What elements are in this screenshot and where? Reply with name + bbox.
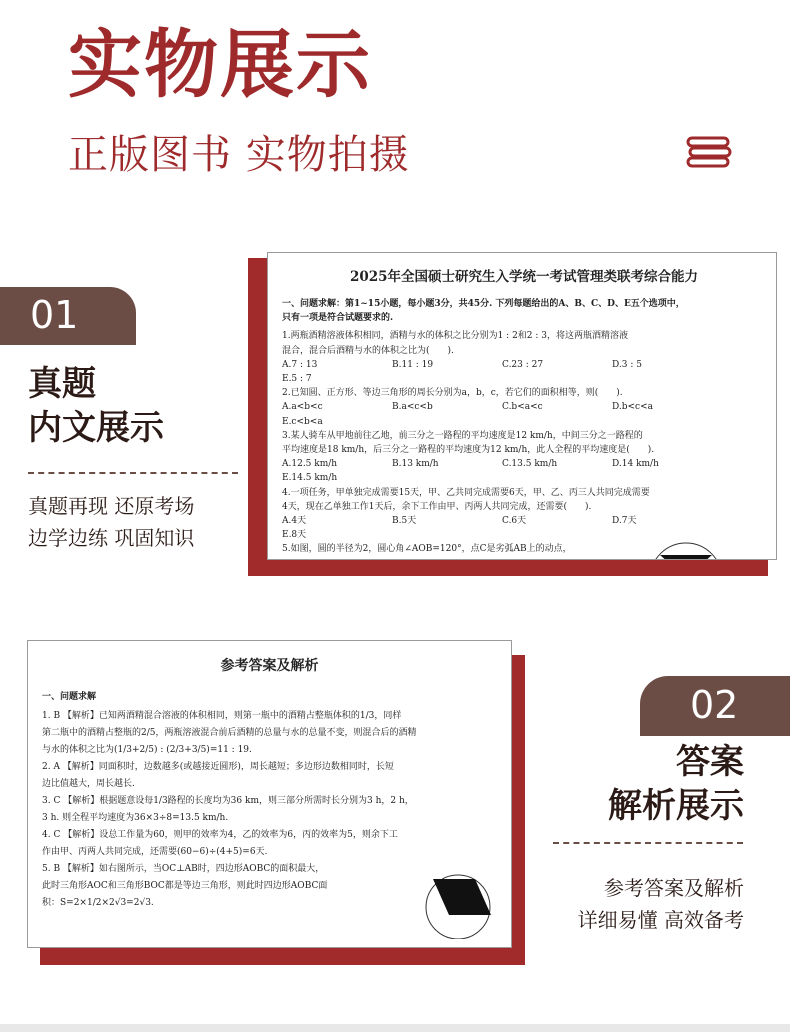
answer-text: 第二瓶中的酒精占整瓶的2/5，两瓶溶液混合前后酒精的总量与水的总量不变，则混合后的酒精 [42, 728, 417, 738]
answer-text: 与水的体积之比为(1/3+2/5) : (2/3+3/5)=11 : 19. [42, 745, 252, 755]
answer-text: 积：S=2×1/2×2√3=2√3. [42, 898, 154, 908]
option: B.a<c<b [392, 402, 433, 413]
page-title: 实物展示 [68, 22, 372, 108]
answer-text: 3. C 【解析】根据题意设每1/3路程的长度均为36 km，则三部分所需时长分别为3 h，2 h， [42, 796, 414, 806]
answer-text: 1. B 【解析】已知两酒精混合溶液的体积相同，则第一瓶中的酒精占整瓶体积的1/3，同样 [42, 711, 402, 721]
question-text: 3.某人骑车从甲地前往乙地，前三分之一路程的平均速度是12 km/h，中间三分之一路程的 [282, 430, 643, 441]
answer-text: 3 h. 则全程平均速度为36×3÷8=13.5 km/h. [42, 813, 229, 823]
exam-paper-photo [267, 252, 777, 560]
answer-text: 5. B 【解析】如右图所示，当OC⊥AB时，四边形AOBC的面积最大， [42, 864, 325, 874]
answer-paper-photo [27, 640, 512, 948]
section-description-02 [578, 872, 744, 936]
question-text: 混合，混合后酒精与水的体积之比为( ). [282, 345, 454, 356]
options-row [282, 457, 766, 471]
section-badge-02 [640, 676, 790, 736]
option: E.14.5 km/h [282, 473, 338, 484]
question-text: 4天，现在乙单独工作1天后，余下工作由甲、丙两人共同完成，还需要( ). [282, 501, 592, 512]
option: E.8天 [282, 530, 307, 541]
section-intro: 只有一项是符合试题要求的. [282, 313, 394, 324]
description-line: 边学边练 巩固知识 [28, 526, 195, 550]
option: C.23 : 27 [502, 359, 544, 370]
divider [553, 842, 743, 844]
option: E.5 : 7 [282, 374, 312, 385]
option: E.c<b<a [282, 416, 323, 427]
heading-line: 答案 [676, 742, 744, 782]
option: B.13 km/h [392, 459, 439, 470]
answer-text: 作由甲、丙两人共同完成，还需要(60−6)÷(4+5)=6天. [42, 847, 268, 857]
answer-text: 此时三角形AOC和三角形BOC都是等边三角形，则此时四边形AOBC面 [42, 881, 328, 891]
circle-figure-icon [646, 539, 726, 560]
question-text: 4.一项任务，甲单独完成需要15天，甲、乙共同完成需要6天，甲、乙、丙三人共同完成需要 [282, 487, 650, 498]
options-row [282, 358, 766, 372]
badge-number: 02 [690, 683, 739, 727]
option: D.b<c<a [612, 402, 654, 413]
answer-text: 4. C 【解析】设总工作量为60，则甲的效率为4，乙的效率为6，丙的效率为5，则余下工 [42, 830, 398, 840]
option: B.11 : 19 [392, 359, 434, 370]
option: A.a<b<c [282, 402, 323, 413]
badge-number: 01 [30, 293, 79, 337]
question-text: 平均速度是18 km/h，后三分之一路程的平均速度为12 km/h，此人全程的平均速度是( ). [282, 445, 655, 456]
options-row [282, 514, 766, 528]
heading-line: 解析展示 [608, 786, 744, 827]
description-line: 详细易懂 高效备考 [577, 908, 744, 932]
bottom-bar [0, 1024, 790, 1032]
option: D.14 km/h [612, 459, 659, 470]
section-heading-01 [28, 362, 164, 450]
page-subtitle: 正版图书 实物拍摄 [68, 132, 410, 178]
section-heading: 一、问题求解 [42, 692, 97, 702]
heading-line: 真题 [28, 364, 96, 404]
divider [28, 472, 238, 474]
option: C.6天 [502, 516, 527, 527]
option: D.3 : 5 [612, 359, 642, 370]
question-text: 5.如图，圆的半径为2，圆心角∠AOB=120°，点C是劣弧AB上的动点， [282, 544, 572, 555]
option: B.5天 [392, 516, 417, 527]
heading-line: 内文展示 [28, 408, 164, 449]
option: A.4天 [282, 516, 307, 527]
options-row [282, 400, 766, 414]
section-heading-02 [608, 740, 744, 828]
option: C.13.5 km/h [502, 459, 558, 470]
section-intro: 一、问题求解：第1~15小题，每小题3分，共45分. 下列每题给出的A、B、C、D、E五个选项中， [282, 299, 685, 309]
question-text: 1.两瓶酒精溶液体积相同，酒精与水的体积之比分别为1 : 2和2 : 3，将这两瓶酒精溶液 [282, 331, 629, 342]
answer-text: 边比值越大，周长越长. [42, 779, 135, 789]
books-stack-icon [686, 132, 732, 172]
exam-title: 2025年全国硕士研究生入学统一考试管理类联考综合能力 [349, 269, 699, 285]
description-line: 真题再现 还原考场 [28, 494, 195, 518]
question-text: 2.已知圆、正方形、等边三角形的周长分别为a，b，c，若它们的面积相等，则( ). [282, 388, 623, 399]
option: C.b<a<c [502, 402, 543, 413]
option: D.7天 [612, 516, 637, 527]
option: A.7 : 13 [282, 359, 318, 370]
description-line: 参考答案及解析 [604, 876, 744, 900]
section-badge-01 [0, 287, 136, 345]
option: A.12.5 km/h [282, 459, 338, 470]
circle-figure-icon [413, 869, 503, 939]
answer-title: 参考答案及解析 [220, 658, 319, 674]
section-description-01 [28, 490, 194, 554]
answer-text: 2. A 【解析】同面积时，边数越多(或越接近圆形)，周长越短；多边形边数相同时，长短 [42, 762, 394, 772]
